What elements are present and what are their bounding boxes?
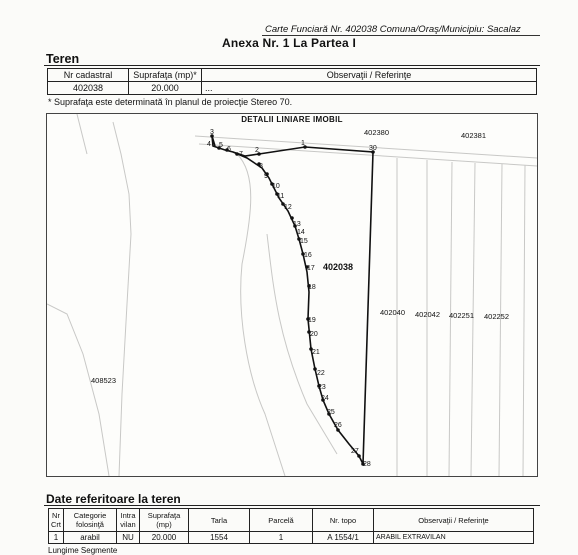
point-label: 5 [219,142,223,149]
point-label: 16 [304,252,312,259]
boundary-top-left [77,114,87,154]
col-observatii: Observaţii / Referinţe [374,509,534,532]
parcel-map-svg [47,114,537,476]
col-categorie: Categorie folosinţă [64,509,117,532]
cell-nr-topo: A 1554/1 [313,532,374,544]
teren-footnote: * Suprafaţa este determinată în planul de proiecţie Stereo 70. [48,97,293,107]
point-label: 6 [227,146,231,153]
neighbor-408523-label: 408523 [91,376,117,385]
point-label: 13 [293,221,301,228]
date-referitoare-title: Date referitoare la teren [46,492,181,506]
cell-suprafata: 20.000 [129,82,202,95]
boundary-inner [237,154,285,476]
segment-lengths-heading: Lungime Segmente [48,546,118,555]
neighbor-boundaries [47,114,537,476]
cell-intravilan: NU [117,532,140,544]
date-referitoare-rule [44,505,540,506]
point-label: 11 [277,193,285,200]
point-label: 21 [312,349,320,356]
vertex-13 [290,216,294,220]
point-label: 10 [272,183,280,190]
point-label: 14 [297,229,305,236]
point-label: 18 [308,284,316,291]
point-label: 17 [307,265,315,272]
table-row [49,532,534,544]
cell-observatii: ... [202,82,537,95]
boundary-west [113,122,131,476]
col-nr-crt: Nr Crt [49,509,64,532]
teren-section-title: Teren [46,52,80,66]
parcel-number-label: 402038 [323,262,354,272]
point-label: 23 [318,384,326,391]
point-label: 9 [264,173,268,180]
cell-nr-crt: 1 [49,532,64,544]
point-label: 25 [327,409,335,416]
point-label: 24 [321,395,329,402]
point-label: 8 [259,163,263,170]
point-label: 15 [300,238,308,245]
teren-table [47,68,537,95]
point-label: 26 [334,422,342,429]
point-label: 30 [369,145,377,152]
col-suprafata: Suprafaţa (mp) [140,509,189,532]
parcel-boundary-line [212,136,373,464]
parcel-vertices [210,134,375,466]
cell-nr-cadastral: 402038 [48,82,129,95]
neighbor-402252-label: 402252 [484,312,510,321]
neighbor-402251-label: 402251 [449,311,475,320]
neighbor-402380-label: 402380 [364,128,390,137]
cell-tarla: 1554 [189,532,250,544]
point-label: 19 [308,317,316,324]
col-parcela: Parcelă [250,509,313,532]
col-observatii: Observaţii / Referinţe [202,69,537,82]
col-tarla: Tarla [189,509,250,532]
boundary-far-west [47,304,109,476]
boundary-east-2 [523,165,525,476]
point-label: 28 [363,461,371,468]
col-suprafata: Suprafaţa (mp)* [129,69,202,82]
cell-categorie: arabil [64,532,117,544]
neighbor-402042-label: 402042 [415,310,441,319]
point-label: 4 [207,141,211,148]
col-intravilan: Intra vilan [117,509,140,532]
neighbor-402040-label: 402040 [380,308,406,317]
col-nr-topo: Nr. topo [313,509,374,532]
teren-rule [44,65,540,66]
point-label: 1 [301,140,305,147]
cell-observatii: ARABIL EXTRAVILAN [374,532,534,544]
vertex-labels [207,129,377,468]
annex-title: Anexa Nr. 1 La Partea I [222,36,356,50]
point-label: 20 [310,331,318,338]
point-label: 22 [317,370,325,377]
cell-parcela: 1 [250,532,313,544]
map-title: DETALII LINIARE IMOBIL [241,115,343,124]
cell-suprafata: 20.000 [140,532,189,544]
point-label: 2 [255,147,259,154]
point-label: 27 [351,448,359,455]
point-label: 12 [284,204,292,211]
table-row [48,82,537,95]
point-label: 7 [239,151,243,158]
neighbor-402381-label: 402381 [461,131,487,140]
carte-funciara-header: Carte Funciară Nr. 402038 Comuna/Oraş/Municipiu: Sacalaz [265,24,521,35]
point-label: 3 [210,129,214,136]
land-use-table [48,508,534,544]
col-nr-cadastral: Nr cadastral [48,69,129,82]
parcel-402038-outline [212,136,373,464]
parcel-map [46,113,538,477]
